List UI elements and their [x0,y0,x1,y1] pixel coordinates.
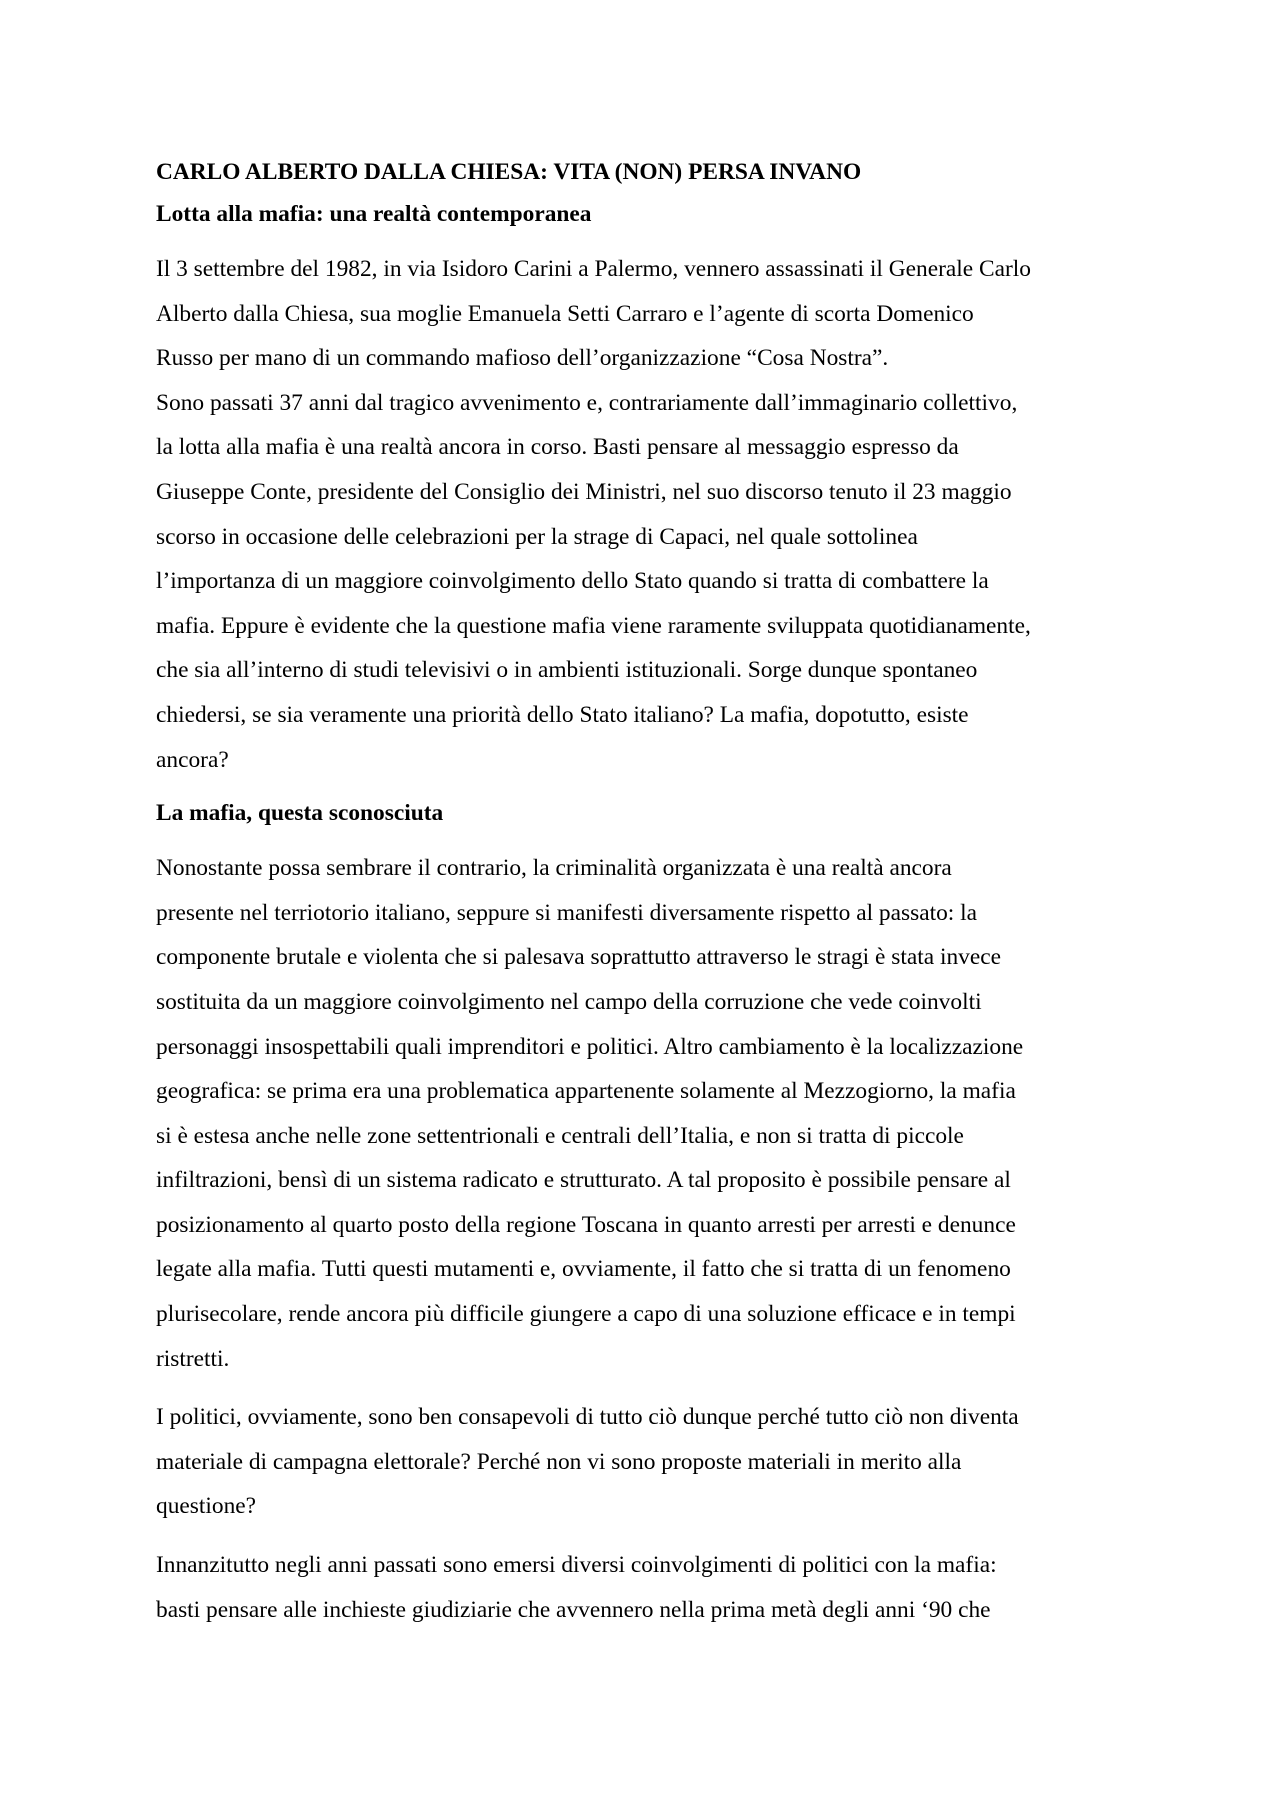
text-line: Innanzitutto negli anni passati sono emersi diversi coinvolgimenti di politici con la mafia: [156,1552,997,1579]
text-line: che sia all’interno di studi televisivi o in ambienti istituzionali. Sorge dunque spontaneo [156,657,978,684]
text-line: la lotta alla mafia è una realtà ancora in corso. Basti pensare al messaggio espresso da [156,434,959,461]
section-heading-lotta-alla-mafia: Lotta alla mafia: una realtà contemporanea [156,201,592,227]
text-line: Russo per mano di un commando mafioso dell’organizzazione “Cosa Nostra”. [156,345,889,372]
text-line: ancora? [156,746,229,773]
text-line: materiale di campagna elettorale? Perché non vi sono proposte materiali in merito alla [156,1448,962,1475]
text-line: I politici, ovviamente, sono ben consapevoli di tutto ciò dunque perché tutto ciò non diventa [156,1404,1019,1431]
text-line: componente brutale e violenta che si palesava soprattutto attraverso le stragi è stata invece [156,944,1001,971]
text-line: legate alla mafia. Tutti questi mutamenti e, ovviamente, il fatto che si tratta di un fenomeno [156,1256,1011,1283]
text-line: Nonostante possa sembrare il contrario, la criminalità organizzata è una realtà ancora [156,855,952,882]
text-line: mafia. Eppure è evidente che la questione mafia viene raramente sviluppata quotidianamente, [156,612,1031,639]
paragraph-inchieste [156,1543,1131,1632]
text-line: Alberto dalla Chiesa, sua moglie Emanuela Setti Carraro e l’agente di scorta Domenico [156,300,974,327]
paragraph-criminalita-organizzata [156,846,1131,1381]
text-line: si è estesa anche nelle zone settentrionali e centrali dell’Italia, e non si tratta di piccole [156,1122,964,1149]
document-title: CARLO ALBERTO DALLA CHIESA: VITA (NON) PERSA INVANO [156,159,862,185]
paragraph-politici [156,1395,1131,1529]
text-line: scorso in occasione delle celebrazioni per la strage di Capaci, nel quale sottolinea [156,523,918,550]
text-line: Sono passati 37 anni dal tragico avvenimento e, contrariamente dall’immaginario collettivo, [156,389,1018,416]
section-heading-mafia-sconosciuta: La mafia, questa sconosciuta [156,800,444,827]
text-line: posizionamento al quarto posto della regione Toscana in quanto arresti per arresti e denunce [156,1211,1016,1238]
text-line: basti pensare alle inchieste giudiziarie che avvennero nella prima metà degli anni ‘90 che [156,1596,991,1623]
text-line: geografica: se prima era una problematica appartenente solamente al Mezzogiorno, la mafia [156,1078,1016,1105]
text-line: chiedersi, se sia veramente una priorità dello Stato italiano? La mafia, dopotutto, esiste [156,701,969,728]
paragraph-lotta-in-corso [156,381,1131,782]
text-line: plurisecolare, rende ancora più difficile giungere a capo di una soluzione efficace e in tempi [156,1301,1016,1328]
text-line: Giuseppe Conte, presidente del Consiglio dei Ministri, nel suo discorso tenuto il 23 maggio [156,478,1012,505]
text-line: infiltrazioni, bensì di un sistema radicato e strutturato. A tal proposito è possibile pensare al [156,1167,1011,1194]
text-line: presente nel terriotorio italiano, seppure si manifesti diversamente rispetto al passato: la [156,899,978,926]
text-line: personaggi insospettabili quali imprenditori e politici. Altro cambiamento è la localizzazione [156,1033,1024,1060]
text-line: questione? [156,1493,257,1520]
text-line: sostituita da un maggiore coinvolgimento nel campo della corruzione che vede coinvolti [156,988,982,1015]
document-page [156,155,1131,1646]
text-line: l’importanza di un maggiore coinvolgimento dello Stato quando si tratta di combattere la [156,568,989,595]
paragraph-assassinio [156,247,1131,381]
text-line: Il 3 settembre del 1982, in via Isidoro Carini a Palermo, vennero assassinati il Generale Carlo [156,256,1031,282]
text-line: ristretti. [156,1345,230,1372]
